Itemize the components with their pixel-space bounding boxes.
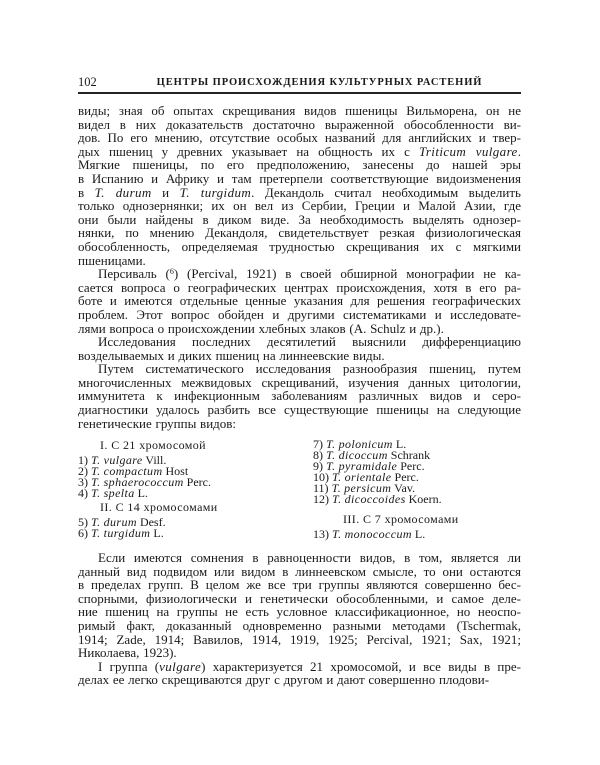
paragraph (78, 335, 521, 362)
author-name: Perc. (400, 459, 425, 473)
text-line (78, 118, 521, 132)
genus-abbrev: T. (332, 470, 342, 484)
text-line (78, 660, 521, 674)
species-name: sphaerococcum (103, 475, 184, 489)
text-line (78, 172, 521, 186)
italic-term: T. turgidum (179, 184, 252, 200)
text-run: спорными, физиологически и генетически обособленными, и самое деле- (78, 590, 521, 606)
item-number: 7) (313, 437, 323, 451)
species-item (313, 494, 459, 505)
species-item (313, 529, 459, 540)
text-line (78, 417, 521, 431)
text-run: в пределах групп. В целом же все три группы являются совершенно бес- (78, 577, 521, 593)
genus-abbrev: T. (326, 459, 336, 473)
text-run: дов. По его мнению, отсутствие особых названий для английских и твер- (78, 130, 521, 146)
text-run: Мягкие пшеницы, по его предположению, занесены до нашей эры (78, 157, 521, 173)
species-name: monococcum (344, 527, 412, 541)
text-run: 1914; Zade, 1914; Вавилов, 1914, 1919, 1925; Percival, 1921; Sax, 1921; (78, 631, 521, 647)
genus-abbrev: T. (91, 515, 101, 529)
author-name: L. (414, 527, 426, 541)
item-number: 2) (78, 464, 88, 478)
text-run: нянки, по мнению Декандоля, свидетельствует резкая физиологическая (78, 225, 521, 241)
text-run: боте и имеются отдельные ценные указания для решения географических (78, 293, 521, 309)
text-run: Николаева, 1923). (78, 645, 177, 661)
text-run: возделываемых и диких пшениц на линнеевские виды. (78, 347, 385, 363)
text-run: ) характеризуется 21 хромосомой, и все виды в пре- (201, 658, 521, 674)
text-line (78, 578, 521, 592)
text-run: в Испанию и Африку и там претерпели соответствующие видоизменения (78, 170, 521, 186)
text-run: римый факт, доказанный одновременно разными методами (Tschermak, (78, 617, 521, 633)
text-run: ) (Percival, 1921) в своей обширной монографии не ка- (173, 266, 521, 282)
species-name: vulgare (103, 453, 143, 467)
running-header (78, 75, 521, 90)
text-run: только однозернянки; их он вел из Сербии, Греции и Малой Азии, где (78, 198, 521, 214)
item-number: 10) (313, 470, 329, 484)
genus-abbrev: T. (91, 464, 101, 478)
text-line (78, 592, 521, 606)
text-run: ние пшениц на группы не есть условное классификационное, но неоспо- (78, 604, 521, 620)
item-number: 1) (78, 453, 88, 467)
text-run: видел в них доказательств достаточно выраженной обособленности ви- (78, 116, 521, 132)
text-line (78, 213, 521, 227)
italic-term: vulgare (159, 658, 202, 674)
species-list-right (313, 439, 459, 540)
genus-abbrev: T. (91, 475, 101, 489)
author-name: Desf. (139, 515, 166, 529)
group-heading: III. С 7 хромосомами (343, 512, 459, 526)
text-run: в (78, 184, 95, 200)
text-line (78, 633, 521, 647)
text-run: обособленность, определяемая трудностью скрещивания их с мягкими (78, 238, 521, 254)
text-run: . Декандоль считал необходимым выделить (251, 184, 521, 200)
species-item (78, 528, 218, 539)
species-name: dicoccum (338, 448, 388, 462)
header-rule (78, 92, 521, 94)
genus-abbrev: T. (91, 453, 101, 467)
text-run: пшеницами. (78, 252, 146, 268)
text-run: генетические группы видов: (78, 415, 237, 431)
text-run: I группа ( (98, 658, 160, 674)
body-text-bottom (78, 551, 521, 687)
text-line (78, 376, 521, 390)
text-line (78, 565, 521, 579)
genus-abbrev: T. (91, 526, 101, 540)
text-run: они были найдены в диком виде. За необходимость выделять однозер- (78, 211, 521, 227)
paragraph (78, 660, 521, 687)
text-run: Если имеются сомнения в равноценности видов, в том, является ли (98, 550, 521, 565)
item-number: 6) (78, 526, 88, 540)
author-name: L. (137, 486, 149, 500)
text-run: виды; зная об опытах скрещивания видов пшеницы Вильморена, он не (78, 103, 521, 118)
species-name: pyramidale (338, 459, 398, 473)
text-line (78, 186, 521, 200)
species-name: durum (103, 515, 137, 529)
genus-abbrev: T. (331, 481, 342, 495)
author-name: Schrank (390, 448, 431, 462)
species-name: compactum (103, 464, 163, 478)
item-number: 3) (78, 475, 88, 489)
running-title: ЦЕНТРЫ ПРОИСХОЖДЕНИЯ КУЛЬТУРНЫХ РАСТЕНИЙ (156, 77, 483, 88)
text-run: и (151, 184, 180, 200)
page-number: 102 (78, 75, 97, 89)
text-line (78, 619, 521, 633)
species-list-left (78, 439, 218, 539)
item-number: 8) (313, 448, 323, 462)
item-number: 5) (78, 515, 88, 529)
item-number: 11) (313, 481, 329, 495)
species-name: dicoccoides (344, 492, 406, 506)
text-line (78, 254, 521, 268)
author-name: L. (395, 437, 407, 451)
text-line (78, 389, 521, 403)
body-text-top (78, 104, 521, 430)
author-name: Koern. (408, 492, 442, 506)
species-name: orientale (344, 470, 392, 484)
text-line (78, 158, 521, 172)
text-run: Персиваль ( (98, 266, 170, 282)
text-run: многочисленных межвидовых скрещиваний, изучения данных цитологии, (78, 374, 521, 390)
text-line (78, 281, 521, 295)
genus-abbrev: T. (326, 448, 336, 462)
text-run: Исследования последних десятилетий выяснили дифференциацию (98, 334, 521, 350)
text-line (78, 104, 521, 118)
text-run: делах ее легко скрещиваются друг с другом и дают совершенно плодови- (78, 672, 490, 688)
text-line (78, 308, 521, 322)
author-name: Perc. (186, 475, 211, 489)
item-number: 4) (78, 486, 88, 500)
text-run: проблем. Этот вопрос обойден и другими систематиками и исследовате- (78, 306, 521, 322)
text-line (78, 322, 521, 336)
genus-abbrev: T. (332, 527, 342, 541)
footnote-ref: 6 (169, 267, 174, 277)
species-name: spelta (103, 486, 135, 500)
text-line (78, 335, 521, 349)
author-name: Perc. (394, 470, 419, 484)
genus-abbrev: T. (326, 437, 336, 451)
paragraph (78, 362, 521, 430)
text-run: данный вид подвидом или видом в линнеевском смысле, то они остаются (78, 563, 521, 579)
text-run: иммунитета к инфекционным заболеваниям различных видов и серо- (78, 388, 521, 404)
text-line (78, 349, 521, 363)
species-name: persicum (344, 481, 392, 495)
author-name: Vav. (394, 481, 416, 495)
text-line (78, 267, 521, 281)
genus-abbrev: T. (91, 486, 101, 500)
text-line (78, 199, 521, 213)
text-run: сается вопроса о географических центрах происхождения, хотя в его ра- (78, 279, 521, 295)
text-line (78, 673, 521, 687)
text-line (78, 646, 521, 660)
italic-term: Triticum vulgare (418, 143, 518, 159)
genus-abbrev: T. (332, 492, 342, 506)
text-line (78, 605, 521, 619)
italic-term: T. durum (94, 184, 152, 200)
text-line (78, 145, 521, 159)
author-name: Vill. (145, 453, 167, 467)
text-line (78, 131, 521, 145)
text-run: диагностики удалось разбить все существующие пшеницы на следующие (78, 402, 521, 418)
text-run: . (517, 143, 521, 159)
species-name: polonicum (338, 437, 393, 451)
text-line (78, 226, 521, 240)
author-name: L. (153, 526, 164, 540)
species-name: turgidum (103, 526, 151, 540)
paragraph (78, 551, 521, 660)
text-line (78, 362, 521, 376)
species-item (78, 488, 218, 499)
paragraph (78, 267, 521, 335)
group-heading: II. С 14 хромосомами (100, 500, 218, 514)
text-line (78, 551, 521, 565)
item-number: 9) (313, 459, 323, 473)
paragraph (78, 104, 521, 267)
text-run: дых пшениц у древних указывает на общность их с (78, 143, 419, 159)
item-number: 12) (313, 492, 329, 506)
text-run: Путем систематического исследования разнообразия пшениц, путем (98, 361, 521, 377)
group-heading: I. С 21 хромосомой (100, 438, 206, 452)
item-number: 13) (313, 527, 329, 541)
text-run: лями вопроса о происхождении хлебных злаков (A. Schulz и др.). (78, 320, 444, 336)
text-line (78, 403, 521, 417)
author-name: Host (165, 464, 189, 478)
text-line (78, 294, 521, 308)
text-line (78, 240, 521, 254)
